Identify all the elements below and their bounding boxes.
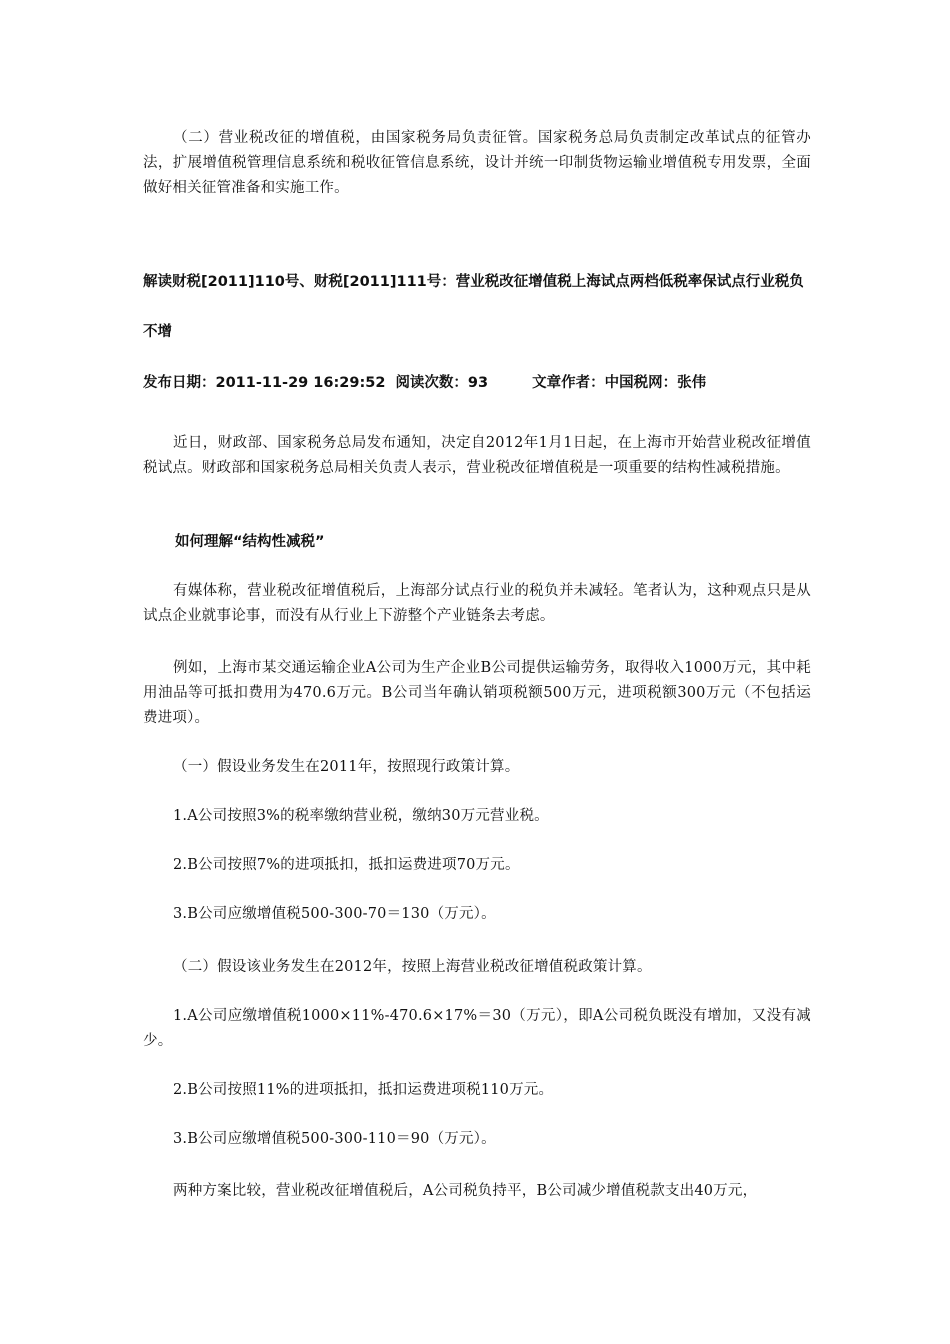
paragraph: 2.B公司按照11%的进项抵扣，抵扣运费进项税110万元。 <box>173 1082 554 1098</box>
intro-paragraph: （二）营业税改征的增值税，由国家税务局负责征管。国家税务总局负责制定改革试点的征管办法，扩展增值税管理信息系统和税收征管信息系统，设计并统一印制货物运输业增值税专用发票，全面做好相关征管准备和实施工作。 <box>143 130 811 196</box>
publish-date: 发布日期：2011-11-29 16:29:52 <box>143 375 386 391</box>
paragraph: （二）假设该业务发生在2012年，按照上海营业税改征增值税政策计算。 <box>173 959 652 975</box>
paragraph: 1.A公司应缴增值税1000×11%-470.6×17%＝30（万元），即A公司税负既没有增加，又没有减少。 <box>143 1008 811 1049</box>
paragraph: 1.A公司按照3%的税率缴纳营业税，缴纳30万元营业税。 <box>173 808 549 824</box>
section-heading: 如何理解“结构性减税” <box>175 534 325 550</box>
paragraph: 3.B公司应缴增值税500-300-110＝90（万元）。 <box>173 1131 496 1147</box>
lead-paragraph: 近日，财政部、国家税务总局发布通知，决定自2012年1月1日起，在上海市开始营业税改征增值税试点。财政部和国家税务总局相关负责人表示，营业税改征增值税是一项重要的结构性减税措施。 <box>143 435 811 476</box>
article-meta <box>143 371 811 396</box>
paragraph: 有媒体称，营业税改征增值税后，上海部分试点行业的税负并未减轻。笔者认为，这种观点只是从试点企业就事论事，而没有从行业上下游整个产业链条去考虑。 <box>143 583 811 624</box>
article-author: 文章作者：中国税网：张伟 <box>532 375 707 391</box>
paragraph: （一）假设业务发生在2011年，按照现行政策计算。 <box>173 759 520 775</box>
paragraph: 两种方案比较，营业税改征增值税后，A公司税负持平，B公司减少增值税款支出40万元， <box>173 1183 758 1199</box>
paragraph: 3.B公司应缴增值税500-300-70＝130（万元）。 <box>173 906 496 922</box>
paragraph: 2.B公司按照7%的进项抵扣，抵扣运费进项70万元。 <box>173 857 520 873</box>
read-count: 阅读次数：93 <box>395 375 489 391</box>
paragraph: 例如，上海市某交通运输企业A公司为生产企业B公司提供运输劳务，取得收入1000万元，其中耗用油品等可抵扣费用为470.6万元。B公司当年确认销项税额500万元，进项税额300万元（不包括运费进项）。 <box>143 660 811 726</box>
article-title: 解读财税[2011]110号、财税[2011]111号：营业税改征增值税上海试点两档低税率保试点行业税负不增 <box>143 274 804 340</box>
